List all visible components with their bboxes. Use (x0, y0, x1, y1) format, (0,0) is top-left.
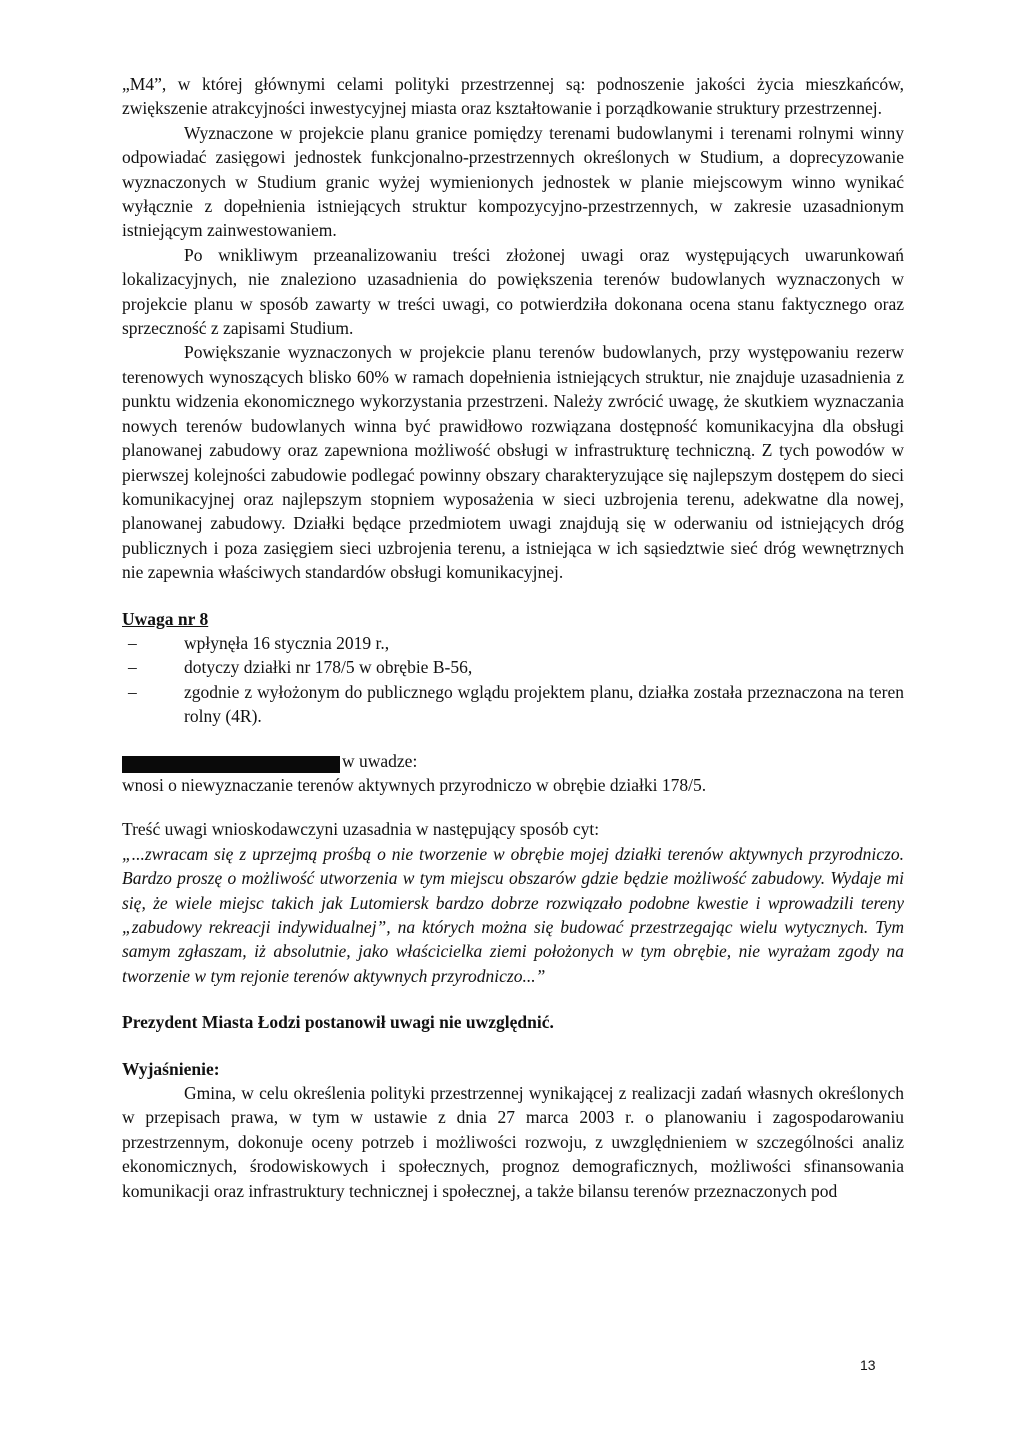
remark-request: wnosi o niewyznaczanie terenów aktywnych przyrodniczo w obrębie działki 178/5. (122, 774, 707, 795)
remark-detail-item: – wpłynęła 16 stycznia 2019 r., (122, 631, 904, 655)
paragraph-continuation: „M4”, w której głównymi celami polityki przestrzennej są: podnoszenie jakości życia mieszkańców, zwiększenie atrakcyjności inwestycyjnej miasta oraz kształtowanie i porządkowanie struktury przestrzennej. (122, 74, 904, 119)
paragraph-reserves: Powiększanie wyznaczonych w projekcie planu terenów budowlanych, przy występowaniu rezerw terenowych wynoszących blisko 60% w ramach dopełnienia istniejących struktur, nie znajduje uzasadnienia z punktu widzenia ekonomicznego wykorzystania przestrzeni. Należy zwrócić uwagę, że skutkiem wyznaczania nowych terenów budowlanych winna być prawidłowo rozwiązana dostępność komunikacyjna dla obsługi planowanej zabudowy oraz zapewniona możliwość obsługi w infrastrukturę techniczną. Z tych powodów w pierwszej kolejności zabudowie podlegać powinny obszary charakteryzujące się najlepszym dostępem do sieci komunikacyjnej oraz najlepszym stopniem wyposażenia w sieci uzbrojenia terenu, adekwatne dla nowej, planowanej zabudowy. Działki będące przedmiotem uwagi znajdują się w oderwaniu od istniejących dróg publicznych i poza zasięgiem sieci uzbrojenia terenu, a istniejąca w ich sąsiedztwie sieć dróg wewnętrznych nie zapewnia właściwych standardów obsługi komunikacyjnej. (122, 342, 904, 583)
remark-quote: „...zwracam się z uprzejmą prośbą o nie tworzenie w obrębie mojej działki terenów aktywnych przyrodniczo. Bardzo proszę o możliwość utworzenia w tym miejscu obszarów gdzie będzie możliwość zabudowy. Wydaje mi się, że wiele miejsc takich jak Lutomiersk bardzo dobrze rozwiązało podobne kwestie i wprowadzili tereny „zabudowy rekreacji indywidualnej”, na których można się budować przestrzegając wielu wytycznych. Tym samym zgłaszam, iż absolutnie, jako właścicielka ziemi położonych w tym obrębie, nie wyrażam zgody na tworzenie w tym rejonie terenów aktywnych przyrodniczo...” (122, 843, 904, 986)
redaction-bar (122, 756, 340, 773)
remark-heading: Uwaga nr 8 (122, 608, 209, 629)
paragraph-analysis: Po wnikliwym przeanalizowaniu treści złożonej uwagi oraz występujących uwarunkowań lokalizacyjnych, nie znaleziono uzasadnienia do powiększenia terenów budowlanych wyznaczonych w projekcie planu w sposób zawarty w treści uwagi, co potwierdziła dokonana ocena stanu faktycznego oraz sprzeczność z zapisami Studium. (122, 244, 904, 339)
justification-intro: Treść uwagi wnioskodawczyni uzasadnia w następujący sposób cyt: (122, 819, 600, 840)
remark-detail-item: – zgodnie z wyłożonym do publicznego wglądu projektem planu, działka została przeznaczona na teren rolny (4R). (122, 680, 904, 729)
page-content (122, 72, 904, 1203)
explanation-heading: Wyjaśnienie: (122, 1058, 220, 1079)
remark-detail-item: – dotyczy działki nr 178/5 w obrębie B-56, (122, 655, 904, 679)
explanation-text: Gmina, w celu określenia polityki przestrzennej wynikającej z realizacji zadań własnych określonych w przepisach prawa, w tym w ustawie z dnia 27 marca 2003 r. o planowaniu i zagospodarowaniu przestrzennym, dokonuje oceny potrzeb i możliwości rozwoju, z uwzględnieniem w szczególności analiz ekonomicznych, środowiskowych i społecznych, prognoz demograficznych, możliwości sfinansowania komunikacji oraz infrastruktury technicznej i społecznej, a także bilansu terenów przeznaczonych pod (122, 1083, 904, 1201)
redacted-author-line (122, 749, 904, 773)
paragraph-boundaries: Wyznaczone w projekcie planu granice pomiędzy terenami budowlanymi i terenami rolnymi winny odpowiadać zasięgowi jednostek funkcjonalno-przestrzennych określonych w Studium, a doprecyzowanie wyznaczonych w Studium granic wyżej wymienionych jednostek w planie miejscowym winno wynikać wyłącznie z dopełnienia istniejących struktur kompozycyjno-przestrzennych, w zakresie uzasadnionym istniejącym zainwestowaniem. (122, 122, 904, 241)
remark-details-list (122, 631, 904, 729)
decision-statement: Prezydent Miasta Łodzi postanowił uwagi nie uwzględnić. (122, 1012, 554, 1033)
page-number: 13 (860, 1357, 876, 1373)
redacted-suffix: w uwadze: (342, 750, 418, 771)
